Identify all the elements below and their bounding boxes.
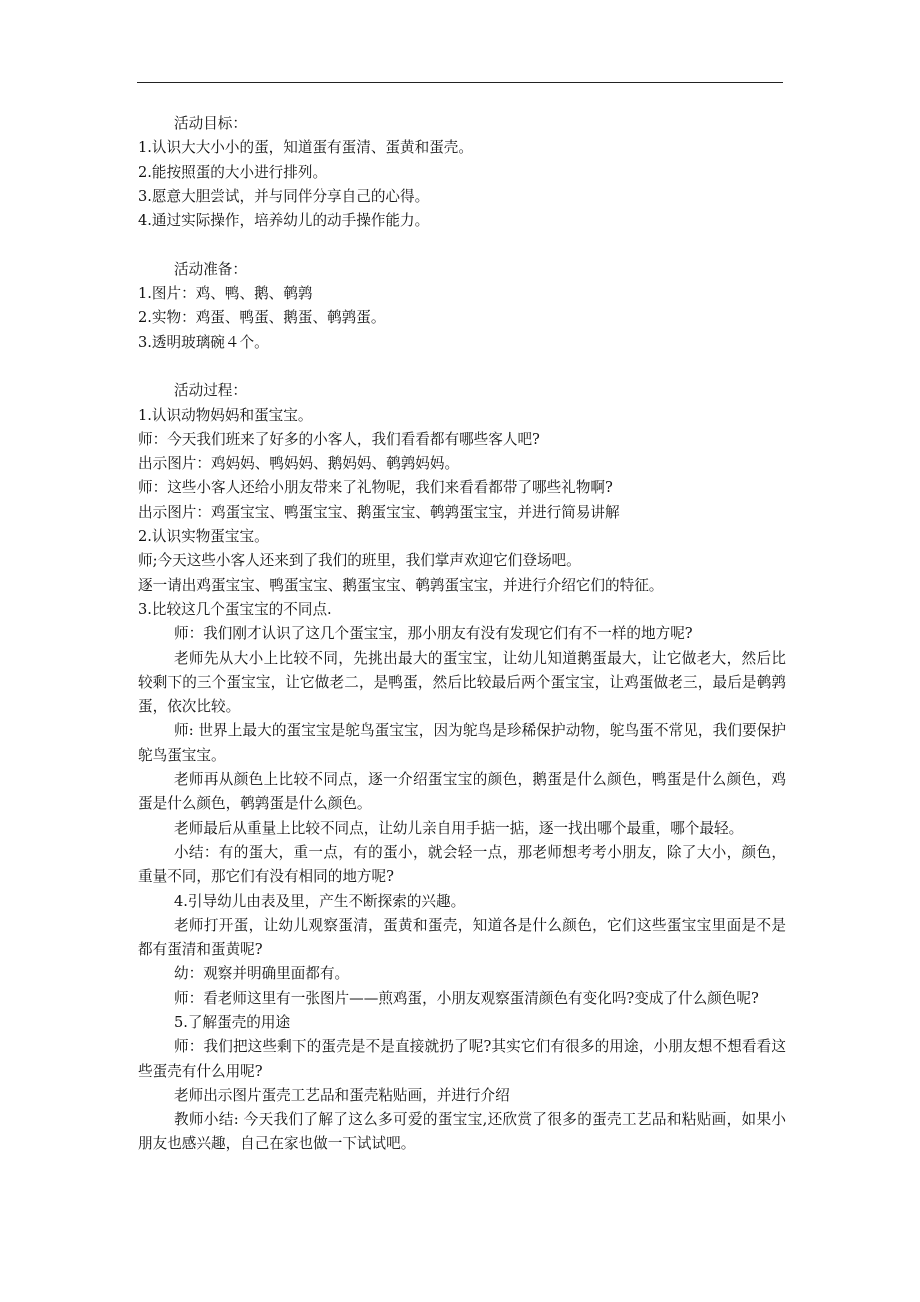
process-paragraph: 老师打开蛋，让幼儿观察蛋清，蛋黄和蛋壳，知道各是什么颜色，它们这些蛋宝宝里面是不是都有蛋清和蛋黄呢? [138, 916, 786, 959]
goals-heading: 活动目标： [174, 115, 247, 132]
goal-item: 1.认识大大小小的蛋，知道蛋有蛋清、蛋黄和蛋壳。 [138, 139, 473, 157]
process-step-title: 5.了解蛋壳的用途 [174, 1013, 291, 1031]
process-paragraph: 幼：观察并明确里面都有。 [174, 965, 350, 983]
process-step-title: 1.认识动物妈妈和蛋宝宝。 [138, 406, 313, 424]
process-line: 师：今天我们班来了好多的小客人，我们看看都有哪些客人吧? [138, 430, 540, 448]
process-paragraph: 师：我们把这些剩下的蛋壳是不是直接就扔了呢?其实它们有很多的用途，小朋友想不想看看这些蛋壳有什么用呢? [138, 1038, 786, 1080]
process-paragraph: 老师出示图片蛋壳工艺品和蛋壳粘贴画，并进行介绍 [174, 1086, 510, 1104]
goal-item: 3.愿意大胆尝试，并与同伴分享自己的心得。 [138, 187, 430, 205]
process-paragraph: 师：看老师这里有一张图片——煎鸡蛋，小朋友观察蛋清颜色有变化吗?变成了什么颜色呢? [174, 989, 759, 1007]
process-paragraph: 小结：有的蛋大，重一点，有的蛋小，就会轻一点，那老师想考考小朋友，除了大小，颜色，重量不同，那它们有没有相同的地方呢? [138, 843, 786, 886]
header-rule [137, 82, 783, 83]
process-paragraph: 老师再从颜色上比较不同点，逐一介绍蛋宝宝的颜色，鹅蛋是什么颜色，鸭蛋是什么颜色，鸡蛋是什么颜色，鹌鹑蛋是什么颜色。 [138, 771, 786, 813]
process-line: 出示图片：鸡蛋宝宝、鸭蛋宝宝、鹅蛋宝宝、鹌鹑蛋宝宝，并进行简易讲解 [138, 503, 620, 521]
section-gap [138, 355, 786, 379]
process-step-title: 2.认识实物蛋宝宝。 [138, 528, 269, 546]
process-heading: 活动过程： [174, 382, 247, 400]
process-line: 逐一请出鸡蛋宝宝、鸭蛋宝宝、鹅蛋宝宝、鹌鹑蛋宝宝，并进行介绍它们的特征。 [138, 576, 664, 594]
process-line: 出示图片：鸡妈妈、鸭妈妈、鹅妈妈、鹌鹑妈妈。 [138, 455, 460, 473]
process-paragraph: 师: 世界上最大的蛋宝宝是鸵鸟蛋宝宝，因为鸵鸟是珍稀保护动物，鸵鸟蛋不常见，我们要保护鸵鸟蛋宝宝。 [138, 722, 786, 764]
goal-item: 2.能按照蛋的大小进行排列。 [138, 163, 328, 181]
process-step-title: 3.比较这几个蛋宝宝的不同点. [138, 600, 332, 618]
prep-heading: 活动准备： [174, 260, 247, 278]
process-step-title: 4.引导幼儿由表及里，产生不断探索的兴趣。 [174, 892, 466, 910]
process-line: 师：这些小客人还给小朋友带来了礼物呢，我们来看看都带了哪些礼物啊? [138, 479, 613, 497]
prep-item: 3.透明玻璃碗４个。 [138, 333, 269, 351]
prep-item: 1.图片：鸡、鸭、鹅、鹌鹑 [138, 285, 313, 303]
section-gap [138, 233, 786, 257]
process-line: 师：我们刚才认识了这几个蛋宝宝，那小朋友有没有发现它们有不一样的地方呢? [174, 625, 693, 643]
prep-item: 2.实物：鸡蛋、鸭蛋、鹅蛋、鹌鹑蛋。 [138, 309, 386, 327]
process-paragraph: 教师小结: 今天我们了解了这么多可爱的蛋宝宝,还欣赏了很多的蛋壳工艺品和粘贴画，如果小朋友也感兴趣，自己在家也做一下试试吧。 [138, 1111, 786, 1153]
goal-item: 4.通过实际操作，培养幼儿的动手操作能力。 [138, 212, 430, 230]
process-paragraph: 老师最后从重量上比较不同点，让幼儿亲自用手掂一掂，逐一找出哪个最重，哪个最轻。 [174, 819, 744, 837]
process-line: 师;今天这些小客人还来到了我们的班里，我们掌声欢迎它们登场吧。 [138, 552, 581, 570]
document-body [138, 112, 786, 1157]
process-paragraph: 老师先从大小上比较不同，先挑出最大的蛋宝宝，让幼儿知道鹅蛋最大，让它做老大，然后比较剩下的三个蛋宝宝，让它做老二，是鸭蛋，然后比较最后两个蛋宝宝，让鸡蛋做老三，最后是鹌鹑蛋，依次比较。 [138, 649, 786, 716]
